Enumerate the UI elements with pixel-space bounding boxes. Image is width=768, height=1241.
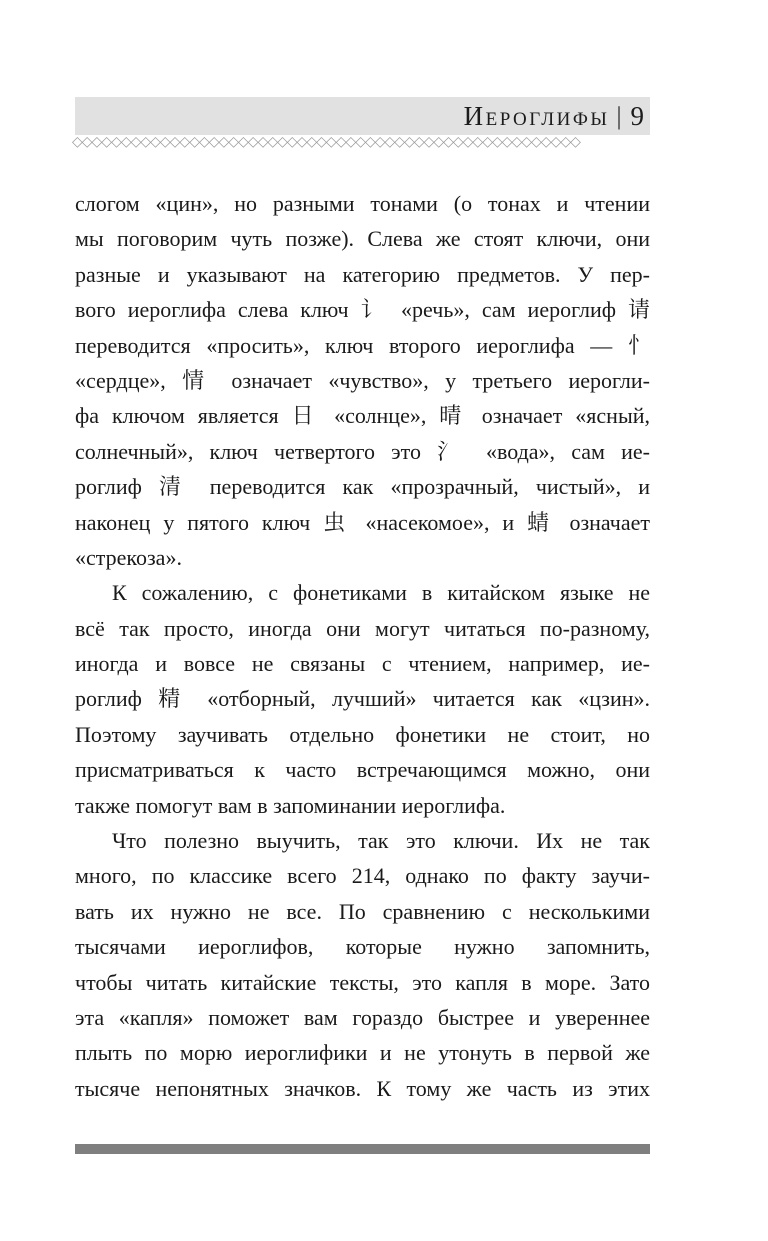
page-number: 9 — [630, 100, 644, 131]
diamond-border-ornament: ◇◇◇◇◇◇◇◇◇◇◇◇◇◇◇◇◇◇◇◇◇◇◇◇◇◇◇◇◇◇◇◇◇◇◇◇◇◇◇◇◇◇◇◇◇◇◇◇◇◇◇◇ — [72, 135, 580, 150]
text-line: роглиф 清 переводится как «прозрачный, чистый», и — [75, 474, 650, 500]
header-band — [75, 97, 650, 135]
paragraph — [75, 823, 650, 1106]
text-line: переводится «просить», ключ второго иероглифа — 忄 — [75, 332, 650, 358]
text-line: слогом «цин», но разными тонами (о тонах и чтении — [75, 191, 650, 216]
paragraph — [75, 575, 650, 823]
text-line: Поэтому заучивать отдельно фонетики не стоит, но — [75, 721, 650, 747]
header-separator: | — [616, 102, 622, 130]
paragraph — [75, 186, 650, 575]
text-line: Что полезно выучить, так это ключи. Их не так — [112, 828, 650, 854]
running-head — [72, 97, 650, 151]
text-line: иногда и вовсе не связаны с чтением, например, ие- — [75, 651, 650, 677]
text-line: эта «капля» поможет вам гораздо быстрее и увереннее — [75, 1004, 650, 1030]
body-text — [75, 186, 650, 1106]
text-line: солнечный», ключ четвертого это 氵 «вода», сам ие- — [75, 438, 650, 464]
chapter-title: Иероглифы — [463, 100, 610, 131]
text-line: много, по классике всего 214, однако по факту заучи- — [75, 863, 650, 889]
text-line: мы поговорим чуть позже). Слева же стоят ключи, они — [75, 226, 650, 252]
text-line: «сердце», 情 означает «чувство», у третьего иерогли- — [75, 367, 650, 393]
text-line: вого иероглифа слева ключ 讠 «речь», сам иероглиф 请 — [75, 297, 650, 323]
text-line: разные и указывают на категорию предметов. У пер- — [75, 261, 650, 287]
text-line: тысячами иероглифов, которые нужно запомнить, — [75, 934, 650, 960]
text-line: «стрекоза». — [75, 544, 182, 570]
text-line: вать их нужно не все. По сравнению с несколькими — [75, 898, 650, 924]
text-line: роглиф 精 «отборный, лучший» читается как «цзин». — [75, 686, 650, 712]
text-line: тысяче непонятных значков. К тому же часть из этих — [75, 1075, 650, 1101]
text-line: фа ключом является 日 «солнце», 晴 означает «ясный, — [75, 403, 650, 429]
text-line: чтобы читать китайские тексты, это капля в море. Зато — [75, 969, 650, 995]
text-line: всё так просто, иногда они могут читаться по-разному, — [75, 615, 650, 641]
text-line: плыть по морю иероглифики и не утонуть в первой же — [75, 1040, 650, 1066]
text-line: К сожалению, с фонетиками в китайском языке не — [112, 580, 650, 606]
text-line: также помогут вам в запоминании иероглифа. — [75, 792, 506, 818]
text-line: присматриваться к часто встречающимся можно, они — [75, 757, 650, 783]
footer-ornament-bar — [75, 1144, 650, 1154]
text-line: наконец у пятого ключ 虫 «насекомое», и 蜻 означает — [75, 509, 650, 535]
